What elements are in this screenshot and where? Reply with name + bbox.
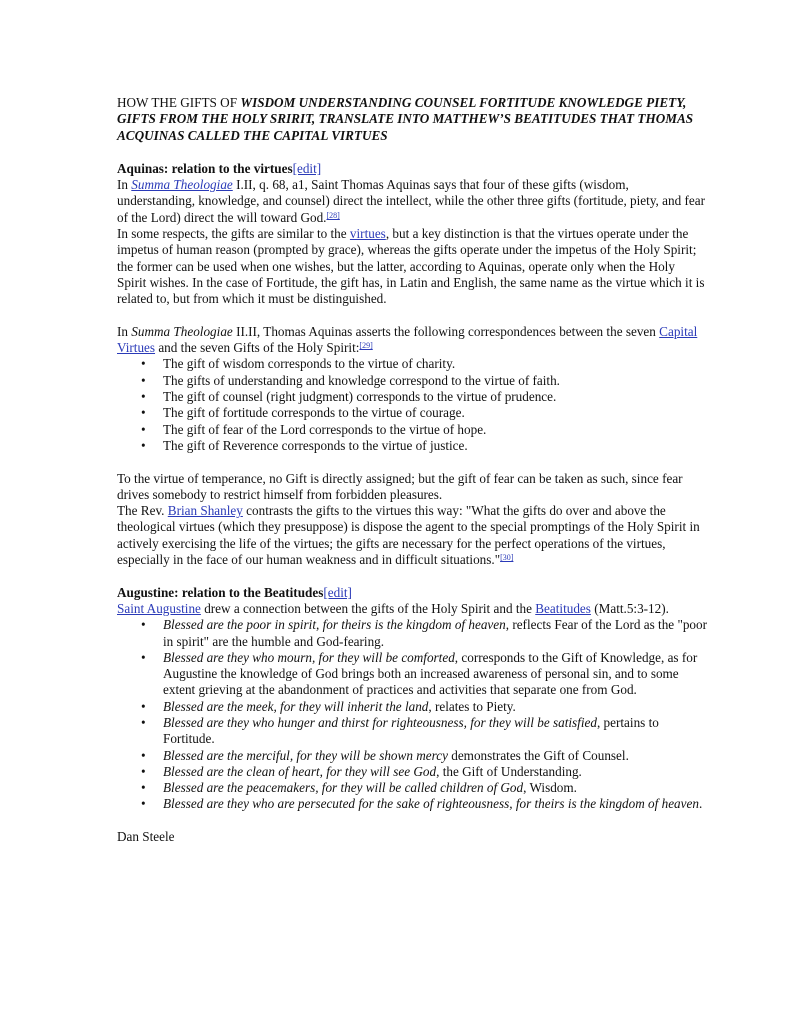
list-item — [141, 780, 707, 796]
spacer — [117, 568, 707, 584]
bullet-icon: • — [141, 437, 146, 453]
reference-28-link[interactable]: [28] — [326, 210, 340, 220]
bullet-icon: • — [141, 763, 146, 779]
beatitude-gift: . — [698, 796, 703, 812]
aquinas-heading-text: Aquinas: relation to the virtues — [117, 160, 293, 176]
aquinas-paragraph-3 — [117, 324, 707, 357]
list-item — [141, 796, 707, 812]
list-item-text: The gift of wisdom corresponds to the virtue of charity. — [163, 356, 456, 372]
list-item-text: The gift of fear of the Lord corresponds to the virtue of hope. — [163, 421, 487, 437]
aquinas-paragraph-1 — [117, 177, 707, 226]
augustine-heading-text: Augustine: relation to the Beatitudes — [117, 584, 324, 600]
beatitude-quote: Blessed are the poor in spirit, for theirs is the kingdom of heaven — [163, 617, 506, 633]
beatitude-quote: Blessed are the clean of heart, for they will see God — [163, 763, 437, 779]
summa-theologiae-link[interactable]: Summa Theologiae — [131, 177, 233, 193]
beatitude-gift: , reflects Fear of the Lord as the "poor in spirit" are the humble and God-fearing. — [163, 617, 708, 649]
aquinas-paragraph-5 — [117, 503, 707, 568]
p5-text-b: contrasts the gifts to the virtues this way: "What the gifts do over and above the theological virtues (which they presuppose) is dispose the agent to the special promptings of the Holy Spirit in actively exercising the life of the virtues; the gifts are necessary for the perfect operations of the virtues, especially in the face of our human weakness and in difficult situations." — [117, 503, 700, 568]
aquinas-heading — [117, 161, 707, 177]
bullet-icon: • — [141, 617, 146, 633]
p2-text-b: , but a key distinction is that the virtues operate under the impetus of human reason (prompted by grace), whereas the gifts operate under the impetus of the Holy Spirit; the former can be used when one wishes, but the latter, according to Aquinas, operate only when the Holy Spirit wishes. In the case of Fortitude, the gift has, in Latin and English, the same name as the virtue which it is related to, but from which it must be distinguished. — [117, 226, 705, 307]
intro-text-a: drew a connection between the gifts of the Holy Spirit and the — [200, 600, 536, 616]
bullet-icon: • — [141, 780, 146, 796]
beatitude-gift: , pertains to Fortitude. — [163, 714, 659, 747]
p1-text-a: In — [117, 177, 132, 193]
beatitude-quote: Blessed are the merciful, for they will be shown mercy — [163, 747, 448, 763]
beatitudes-link[interactable]: Beatitudes — [535, 600, 591, 616]
bullet-icon: • — [141, 356, 146, 372]
bullet-icon: • — [141, 698, 146, 714]
beatitude-gift: , Wisdom. — [523, 780, 577, 796]
document-page — [117, 95, 707, 845]
p3-text-b: II.II, Thomas Aquinas asserts the following correspondences between the seven — [232, 323, 660, 339]
brian-shanley-link[interactable]: Brian Shanley — [167, 503, 243, 519]
reference-30-link[interactable]: [30] — [500, 553, 514, 563]
beatitude-quote: Blessed are they who are persecuted for the sake of righteousness, for theirs is the kingdom of heaven — [163, 796, 699, 812]
augustine-intro — [117, 601, 707, 617]
bullet-icon: • — [141, 649, 146, 665]
list-item — [141, 421, 707, 438]
list-item-text: The gifts of understanding and knowledge correspond to the virtue of faith. — [163, 372, 560, 388]
list-item — [141, 649, 707, 699]
list-item — [141, 617, 708, 650]
reference-29-link[interactable]: [29] — [359, 341, 373, 351]
list-item — [141, 698, 707, 715]
aquinas-paragraph-2 — [117, 226, 707, 307]
bullet-icon: • — [141, 389, 146, 405]
p1-text-b: I.II, q. 68, a1, Saint Thomas Aquinas says that four of these gifts (wisdom, understanding, knowledge, and counsel) direct the intellect, while the other three gifts (fortitude, piety, and fear of the Lord) direct the will toward God. — [117, 177, 705, 225]
title-prefix: HOW THE GIFTS OF — [117, 95, 241, 110]
p5-text-a: The Rev. — [117, 503, 168, 519]
beatitude-quote: Blessed are the meek, for they will inherit the land — [163, 698, 429, 714]
beatitude-gift: , relates to Piety. — [428, 698, 516, 714]
list-item — [141, 437, 707, 454]
author-signature: Dan Steele — [117, 829, 175, 845]
beatitude-quote: Blessed are they who mourn, for they will be comforted — [163, 649, 455, 665]
list-item — [141, 372, 707, 389]
aquinas-edit-link[interactable]: [edit] — [292, 160, 322, 176]
list-item — [141, 389, 707, 405]
list-item — [141, 405, 707, 421]
p3-text-c: and the seven Gifts of the Holy Spirit: — [155, 340, 360, 356]
aquinas-correspondence-list — [117, 356, 707, 454]
list-item — [141, 714, 707, 748]
list-item — [141, 747, 707, 764]
document-title — [117, 95, 707, 144]
list-item-text: The gift of fortitude corresponds to the virtue of courage. — [163, 405, 465, 421]
beatitude-quote: Blessed are they who hunger and thirst for righteousness, for they will be satisfied — [163, 714, 597, 730]
virtues-link[interactable]: virtues — [349, 226, 386, 242]
beatitude-gift: , corresponds to the Gift of Knowledge, as for Augustine the knowledge of God brings both an increased awareness of personal sin, and to some extent grieving at the abandonment of practices and activities that separate one from God. — [163, 649, 698, 698]
intro-text-b: (Matt.5:3-12). — [590, 600, 669, 616]
p2-text-a: In some respects, the gifts are similar to the — [117, 226, 350, 242]
aquinas-paragraph-4: To the virtue of temperance, no Gift is directly assigned; but the gift of fear can be taken as such, since fear drives somebody to restrict himself from forbidden pleasures. — [117, 470, 683, 502]
spacer — [117, 308, 707, 324]
beatitude-quote: Blessed are the peacemakers, for they will be called children of God — [163, 780, 524, 796]
bullet-icon: • — [141, 747, 146, 763]
list-item — [141, 356, 707, 372]
bullet-icon: • — [141, 796, 146, 812]
list-item-text: The gift of counsel (right judgment) corresponds to the virtue of prudence. — [163, 389, 557, 405]
augustine-edit-link[interactable]: [edit] — [323, 584, 352, 600]
spacer — [117, 454, 707, 470]
bullet-icon: • — [141, 714, 146, 730]
list-item-text: The gift of Reverence corresponds to the virtue of justice. — [163, 437, 468, 453]
beatitude-gift: , the Gift of Understanding. — [436, 763, 582, 779]
p3-text-a: In — [117, 323, 132, 339]
list-item — [141, 763, 707, 780]
beatitude-gift: demonstrates the Gift of Counsel. — [447, 747, 629, 763]
title-gift-list: WISDOM UNDERSTANDING COUNSEL FORTITUDE KNOWLEDGE PIETY, GIFTS FROM THE HOLY SRIRIT, TRANSLATE INTO MATTHEW’S BEATITUDES THAT THOMAS ACQUINAS CALLED THE CAPITAL VIRTUES — [117, 95, 694, 143]
bullet-icon: • — [141, 421, 146, 437]
saint-augustine-link[interactable]: Saint Augustine — [117, 600, 201, 616]
spacer — [117, 813, 707, 829]
bullet-icon: • — [141, 372, 146, 388]
beatitudes-list — [117, 617, 707, 813]
augustine-heading — [117, 585, 707, 601]
capital-virtues-link[interactable]: Capital Virtues — [117, 323, 698, 356]
bullet-icon: • — [141, 405, 146, 421]
p3-italic-title: Summa Theologiae — [131, 323, 233, 339]
